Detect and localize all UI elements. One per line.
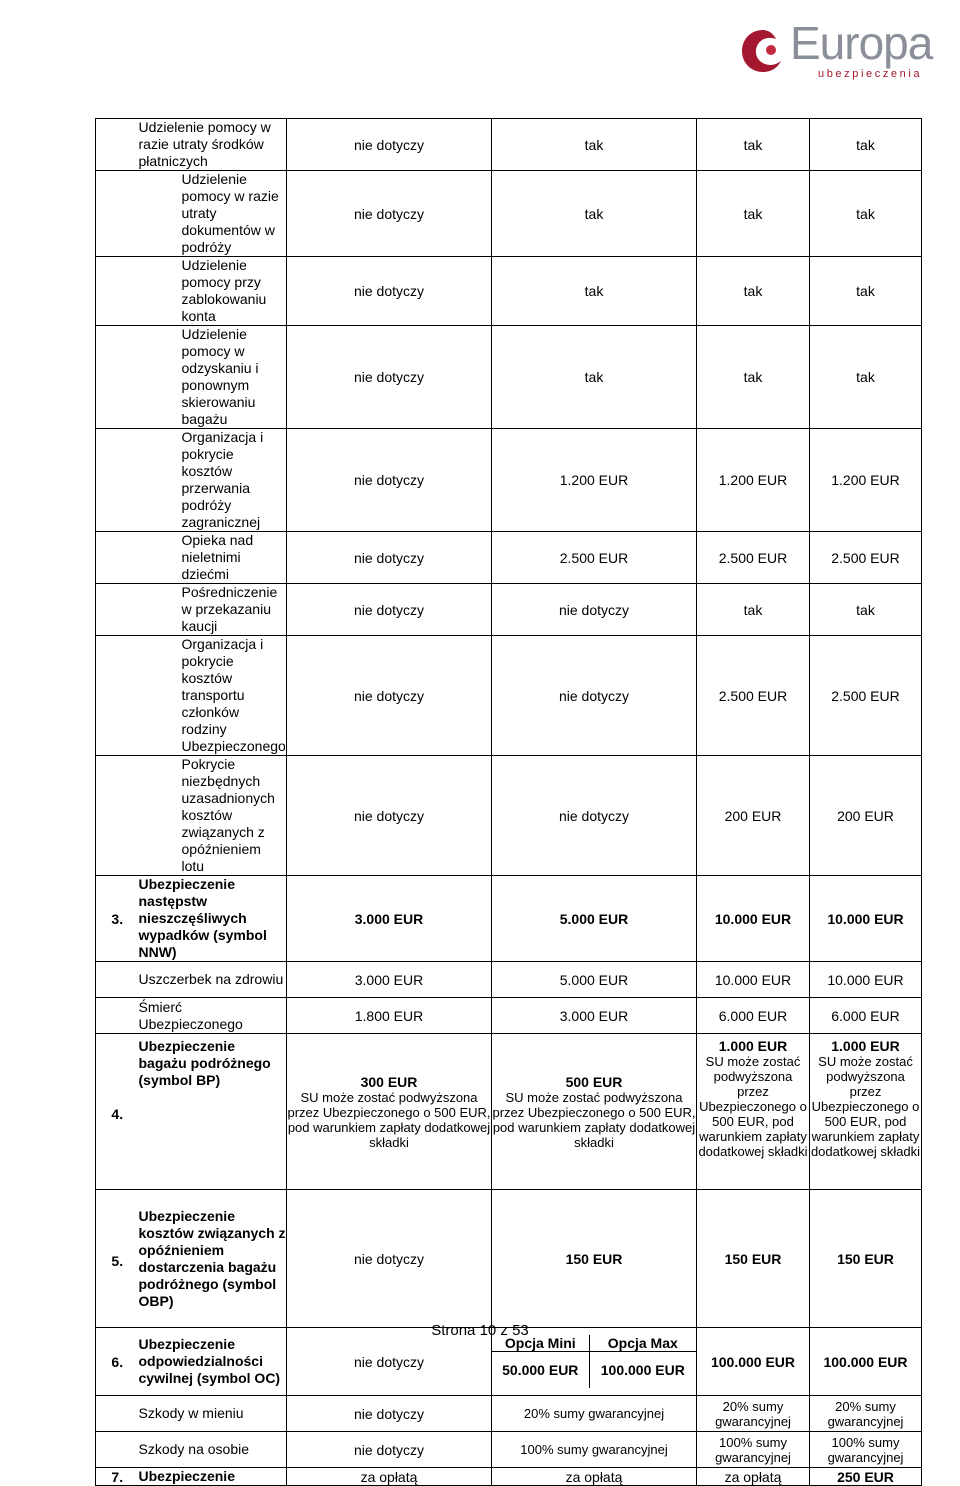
table-row — [96, 1034, 922, 1190]
row-label: Opieka nad nieletnimi dziećmi — [139, 532, 287, 584]
note: SU może zostać podwyższona przez Ubezpieczonego o 500 EUR, pod warunkiem zapłaty dodatkowej składki — [492, 1089, 696, 1150]
note: SU może zostać podwyższona przez Ubezpieczonego o 500 EUR, pod warunkiem zapłaty dodatkowej składki — [287, 1089, 491, 1150]
table-row — [96, 962, 922, 998]
page-number: Strona 10 z 53 — [431, 1322, 529, 1339]
cell: tak — [697, 326, 810, 429]
options-table — [492, 1335, 696, 1388]
cell: nie dotyczy — [492, 636, 697, 756]
option-mini-value: 50.000 EUR — [492, 1352, 589, 1389]
option-max-label: Opcja Max — [589, 1335, 696, 1352]
cell: 150 EUR — [810, 1190, 922, 1328]
row-label: Szkody na osobie — [139, 1432, 287, 1468]
cell: tak — [697, 119, 810, 171]
row-label: Organizacja i pokrycie kosztów przerwania podróży zagranicznej — [139, 429, 287, 532]
table-row — [96, 756, 922, 876]
cell: 10.000 EUR — [697, 962, 810, 998]
cell: 200 EUR — [810, 756, 922, 876]
table-row — [96, 257, 922, 326]
table-row — [96, 326, 922, 429]
cell: 150 EUR — [492, 1190, 697, 1328]
row-label: Pośredniczenie w przekazaniu kaucji — [139, 584, 287, 636]
cell: 5.000 EUR — [492, 962, 697, 998]
cell: nie dotyczy — [287, 1190, 492, 1328]
cell: tak — [492, 119, 697, 171]
row-label: Udzielenie pomocy w odzyskaniu i ponownym skierowaniu bagażu — [139, 326, 287, 429]
row-label: Udzielenie pomocy w razie utraty dokumentów w podróży — [139, 171, 287, 257]
cell: nie dotyczy — [287, 1396, 492, 1432]
cell: 2.500 EUR — [810, 532, 922, 584]
option-mini-label: Opcja Mini — [492, 1335, 589, 1352]
cell: nie dotyczy — [492, 756, 697, 876]
cell: tak — [492, 326, 697, 429]
cell: za opłatą — [287, 1468, 492, 1486]
cell: 1.200 EUR — [810, 429, 922, 532]
row-label: Pokrycie niezbędnych uzasadnionych kosztów związanych z opóźnieniem lotu — [139, 756, 287, 876]
cell: nie dotyczy — [492, 584, 697, 636]
cell: 2.500 EUR — [697, 532, 810, 584]
cell — [697, 1034, 810, 1190]
cell: 100.000 EUR — [697, 1328, 810, 1396]
row-label: Szkody w mieniu — [139, 1396, 287, 1432]
table-row — [96, 1468, 922, 1486]
cell: tak — [810, 171, 922, 257]
cell: 1.200 EUR — [697, 429, 810, 532]
cell: 100% sumy gwarancyjnej — [810, 1432, 922, 1468]
table-row — [96, 636, 922, 756]
cell: 100.000 EUR — [810, 1328, 922, 1396]
cell: 2.500 EUR — [697, 636, 810, 756]
cell: 100% sumy gwarancyjnej — [492, 1432, 697, 1468]
amount: 300 EUR — [360, 1073, 418, 1090]
cell: tak — [697, 257, 810, 326]
row-label: Udzielenie pomocy przy zablokowaniu konta — [139, 257, 287, 326]
row-label: Ubezpieczenie następstw nieszczęśliwych wypadków (symbol NNW) — [139, 876, 287, 962]
cell: nie dotyczy — [287, 756, 492, 876]
company-logo — [738, 17, 948, 86]
table-row — [96, 1432, 922, 1468]
row-label: Uszczerbek na zdrowiu — [139, 962, 287, 998]
cell: 3.000 EUR — [287, 876, 492, 962]
table-row — [96, 119, 922, 171]
table-row — [96, 532, 922, 584]
cell: 20% sumy gwarancyjnej — [492, 1396, 697, 1432]
cell: nie dotyczy — [287, 1432, 492, 1468]
cell: tak — [810, 119, 922, 171]
cell: tak — [810, 584, 922, 636]
row-number: 3. — [96, 876, 139, 962]
cell — [810, 1034, 922, 1190]
coverage-table — [95, 118, 922, 1486]
note: SU może zostać podwyższona przez Ubezpieczonego o 500 EUR, pod warunkiem zapłaty dodatkowej składki — [698, 1054, 808, 1159]
logo-mark-icon — [738, 26, 788, 76]
amount: 1.000 EUR — [718, 1038, 788, 1054]
cell: 5.000 EUR — [492, 876, 697, 962]
cell: 250 EUR — [810, 1468, 922, 1486]
row-number: 5. — [96, 1190, 139, 1328]
cell: nie dotyczy — [287, 584, 492, 636]
cell — [492, 1034, 697, 1190]
cell: nie dotyczy — [287, 326, 492, 429]
cell: za opłatą — [697, 1468, 810, 1486]
logo-subtitle: ubezpieczenia — [818, 68, 923, 80]
table-row — [96, 171, 922, 257]
cell: tak — [697, 171, 810, 257]
row-label: Ubezpieczenie — [139, 1468, 287, 1486]
table-row — [96, 998, 922, 1034]
cell: tak — [810, 257, 922, 326]
row-label: Udzielenie pomocy w razie utraty środków płatniczych — [139, 119, 287, 171]
cell: 10.000 EUR — [810, 962, 922, 998]
amount: 1.000 EUR — [831, 1038, 900, 1054]
cell: 1.800 EUR — [287, 998, 492, 1034]
cell: tak — [810, 326, 922, 429]
cell: nie dotyczy — [287, 119, 492, 171]
row-number: 4. — [96, 1034, 139, 1190]
cell: nie dotyczy — [287, 1328, 492, 1396]
row-label: Ubezpieczenie odpowiedzialności cywilnej (symbol OC) — [139, 1328, 287, 1396]
cell — [287, 1034, 492, 1190]
cell: nie dotyczy — [287, 636, 492, 756]
cell: 6.000 EUR — [697, 998, 810, 1034]
cell: nie dotyczy — [287, 171, 492, 257]
cell: 3.000 EUR — [492, 998, 697, 1034]
cell: 150 EUR — [697, 1190, 810, 1328]
cell: 3.000 EUR — [287, 962, 492, 998]
cell: za opłatą — [492, 1468, 697, 1486]
row-label: Śmierć Ubezpieczonego — [139, 998, 287, 1034]
cell: 1.200 EUR — [492, 429, 697, 532]
row-label: Ubezpieczenie kosztów związanych z opóźnieniem dostarczenia bagażu podróżnego (symbol OBP) — [139, 1190, 287, 1328]
cell: 20% sumy gwarancyjnej — [810, 1396, 922, 1432]
cell: 100% sumy gwarancyjnej — [697, 1432, 810, 1468]
cell: 6.000 EUR — [810, 998, 922, 1034]
option-max-value: 100.000 EUR — [600, 1362, 685, 1378]
amount: 500 EUR — [565, 1073, 623, 1090]
row-label: Ubezpieczenie bagażu podróżnego (symbol BP) — [139, 1034, 287, 1190]
cell: 200 EUR — [697, 756, 810, 876]
table-row — [96, 1396, 922, 1432]
table-row — [96, 876, 922, 962]
row-label: Organizacja i pokrycie kosztów transportu członków rodziny Ubezpieczonego — [139, 636, 287, 756]
cell: tak — [697, 584, 810, 636]
cell: 2.500 EUR — [810, 636, 922, 756]
logo-word: Europa — [790, 17, 933, 69]
note: SU może zostać podwyższona przez Ubezpieczonego o 500 EUR, pod warunkiem zapłaty dodatkowej składki — [810, 1054, 921, 1159]
cell: nie dotyczy — [287, 532, 492, 584]
table-row — [96, 584, 922, 636]
cell: 20% sumy gwarancyjnej — [697, 1396, 810, 1432]
table-row — [96, 429, 922, 532]
cell: nie dotyczy — [287, 429, 492, 532]
cell: 10.000 EUR — [697, 876, 810, 962]
table-row — [96, 1190, 922, 1328]
row-number: 7. — [96, 1468, 139, 1486]
cell: tak — [492, 171, 697, 257]
cell: nie dotyczy — [287, 257, 492, 326]
cell: 10.000 EUR — [810, 876, 922, 962]
cell: tak — [492, 257, 697, 326]
cell: 2.500 EUR — [492, 532, 697, 584]
row-number: 6. — [96, 1328, 139, 1396]
